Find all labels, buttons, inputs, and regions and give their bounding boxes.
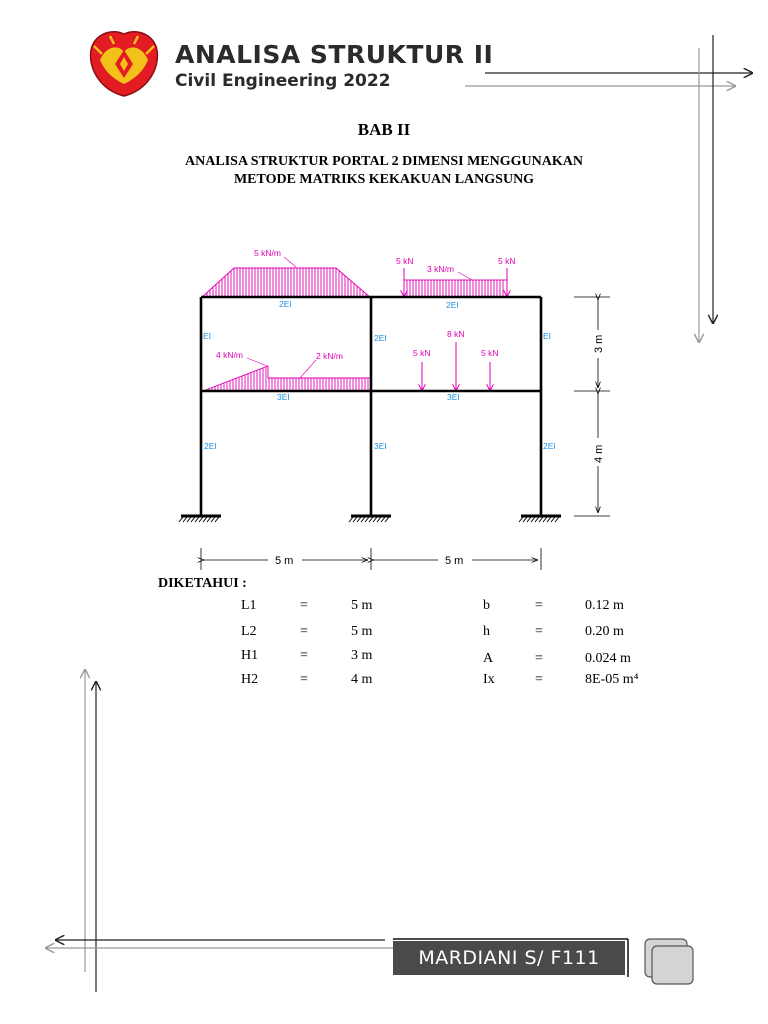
known-right-name: h (483, 624, 490, 639)
known-left-name: L2 (241, 624, 257, 639)
known-right-value: 8E-05 m⁴ (585, 672, 639, 687)
label-load-top-right-udl: 3 kN/m (427, 264, 454, 274)
label-load-top-point-right: 5 kN (498, 256, 516, 266)
label-ei-mid-beam-left: 3EI (277, 392, 290, 402)
label-height-upper: 3 m (593, 334, 605, 353)
label-height-lower: 4 m (593, 444, 605, 463)
chapter-heading-line1: ANALISA STRUKTUR PORTAL 2 DIMENSI MENGGUNAKAN (185, 154, 583, 169)
known-left-value: 3 m (351, 648, 373, 663)
label-ei-upper-col-left: EI (203, 331, 212, 341)
label-load-mid-point-left: 5 kN (413, 348, 431, 358)
known-title: DIKETAHUI : (158, 576, 247, 591)
known-right-eq: = (535, 598, 543, 613)
label-ei-mid-beam-right: 3EI (447, 392, 460, 402)
label-span-right: 5 m (445, 555, 464, 567)
label-load-mid-triangle: 4 kN/m (216, 350, 243, 360)
label-load-mid-udl: 2 kN/m (316, 351, 343, 361)
label-load-top-point-left: 5 kN (396, 256, 414, 266)
known-left-value: 5 m (351, 598, 373, 613)
known-right-value: 0.12 m (585, 598, 624, 613)
chapter-heading-line2: METODE MATRIKS KEKAKUAN LANGSUNG (233, 172, 535, 187)
chapter-title: BAB II (357, 120, 411, 139)
label-ei-upper-col-right: EI (543, 331, 552, 341)
label-ei-lower-col-right: 2EI (543, 441, 556, 451)
footer-author: MARDIANI S/ F111 (393, 941, 625, 975)
label-load-mid-point-center: 8 kN (447, 329, 465, 339)
header-title: ANALISA STRUKTUR II (175, 40, 494, 69)
known-left-name: L1 (241, 598, 257, 613)
known-right-value: 0.024 m (585, 651, 631, 666)
known-right-name: Ix (483, 672, 495, 687)
known-right-eq: = (535, 672, 543, 687)
known-right-name: A (483, 651, 494, 666)
label-ei-top-beam-left: 2EI (279, 299, 292, 309)
known-left-value: 5 m (351, 624, 373, 639)
known-left-eq: = (300, 624, 308, 639)
known-right-eq: = (535, 624, 543, 639)
known-left-eq: = (300, 598, 308, 613)
known-left-eq: = (300, 672, 308, 687)
label-ei-top-beam-right: 2EI (446, 300, 459, 310)
known-left-name: H2 (241, 672, 259, 687)
known-right-eq: = (535, 651, 543, 666)
known-left-eq: = (300, 648, 308, 663)
known-right-name: b (483, 598, 490, 613)
known-left-value: 4 m (351, 672, 373, 687)
label-span-left: 5 m (275, 555, 294, 567)
label-ei-upper-col-mid: 2EI (374, 333, 387, 343)
label-load-top-left-udl: 5 kN/m (254, 248, 281, 258)
label-load-mid-point-right: 5 kN (481, 348, 499, 358)
label-ei-lower-col-mid: 3EI (374, 441, 387, 451)
known-left-name: H1 (241, 648, 259, 663)
known-right-value: 0.20 m (585, 624, 624, 639)
header-subtitle: Civil Engineering 2022 (175, 71, 391, 91)
label-ei-lower-col-left: 2EI (204, 441, 217, 451)
